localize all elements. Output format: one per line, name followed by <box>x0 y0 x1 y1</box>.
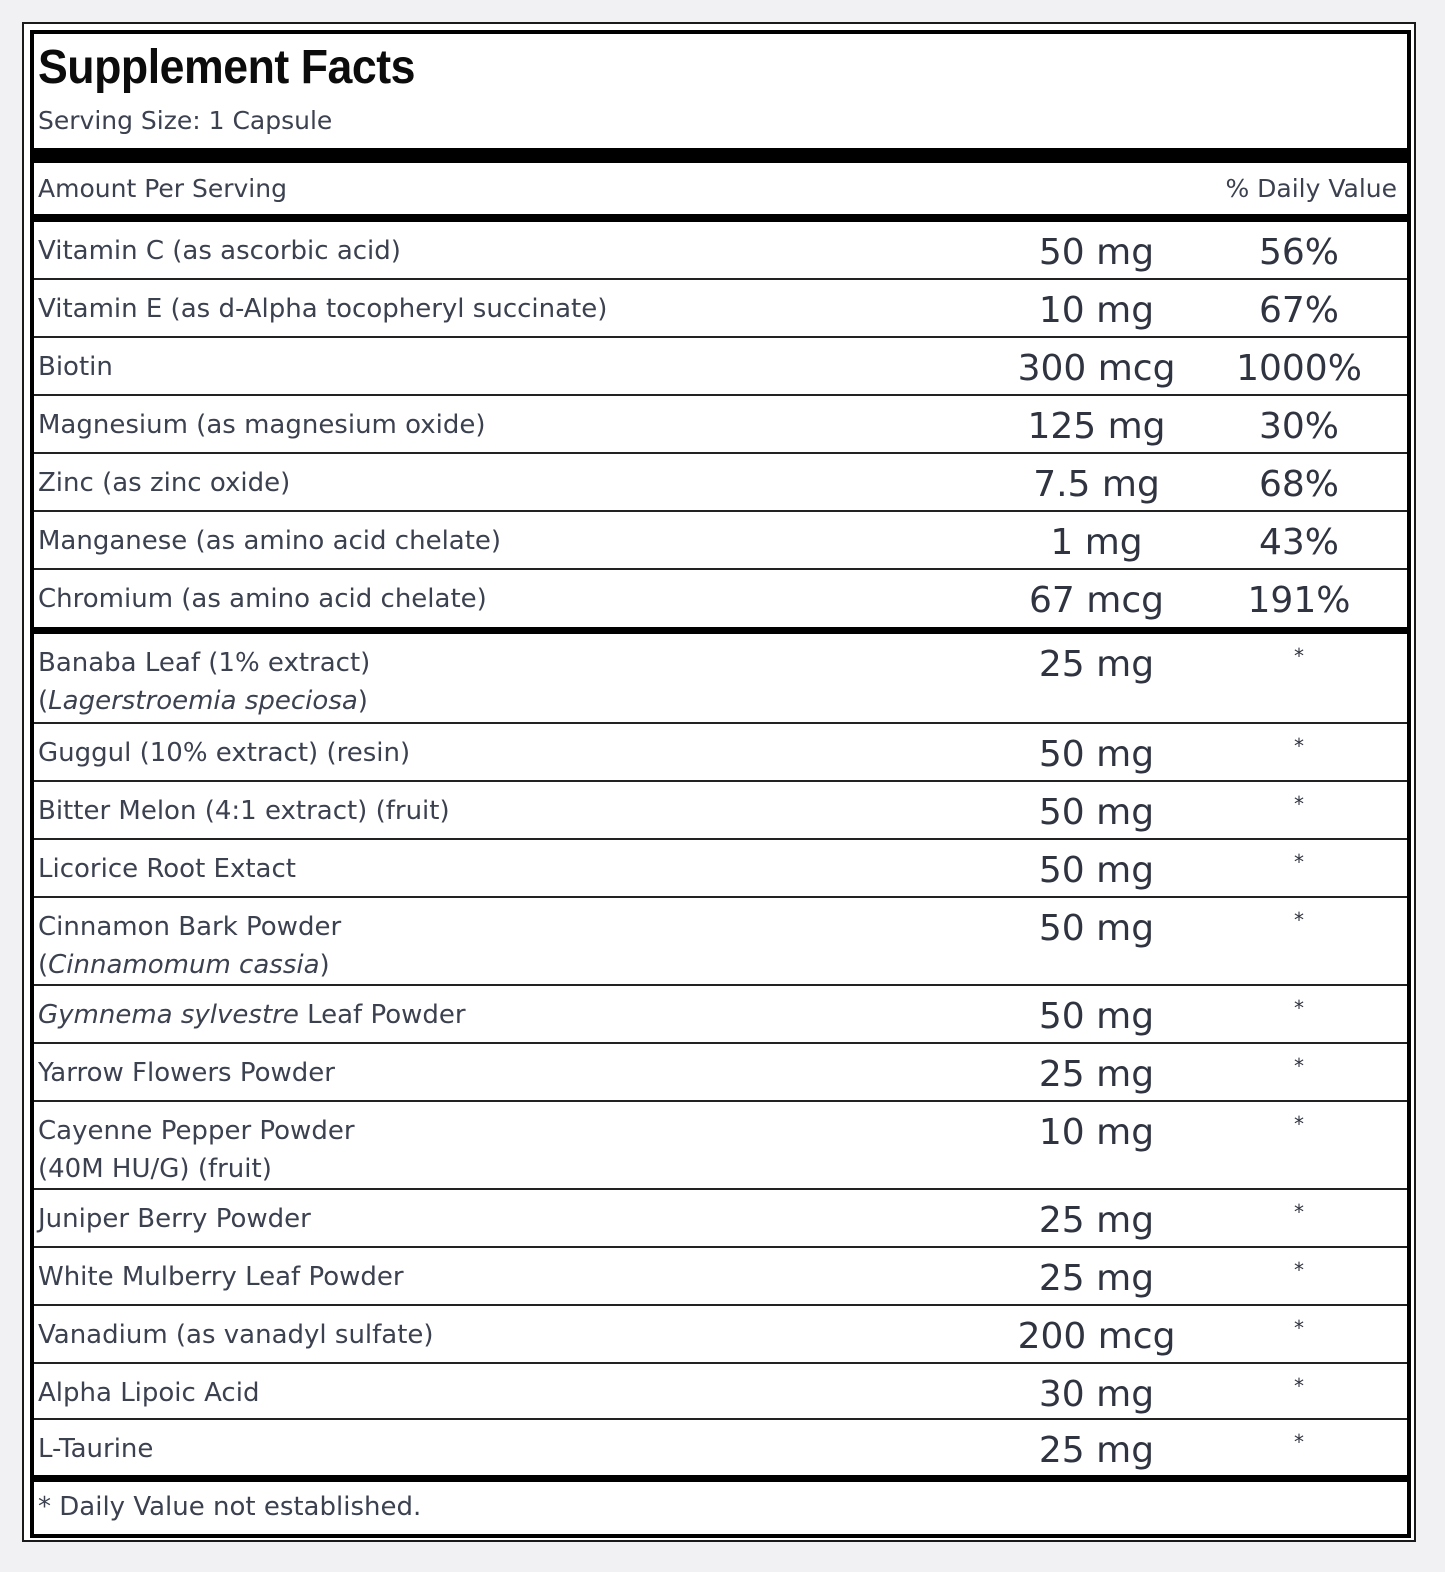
ingredient-name: Vanadium (as vanadyl sulfate) <box>38 1320 434 1350</box>
table-row <box>34 396 1407 454</box>
daily-value-asterisk: * <box>1294 1258 1304 1282</box>
nutrient-name: Magnesium (as magnesium oxide) <box>38 410 486 440</box>
ingredient-name: Alpha Lipoic Acid <box>38 1378 260 1408</box>
ingredient-amount: 25 mg <box>1038 1200 1155 1241</box>
daily-value-asterisk: * <box>1294 1316 1304 1340</box>
daily-value-asterisk: * <box>1294 908 1304 932</box>
ingredient-amount: 25 mg <box>1038 644 1155 685</box>
table-row <box>34 1102 1407 1190</box>
table-row <box>34 1306 1407 1364</box>
ingredient-name-line1: Cinnamon Bark Powder <box>38 912 342 942</box>
table-row <box>34 338 1407 396</box>
ingredient-name-line2: (40M HU/G) (fruit) <box>38 1154 272 1184</box>
daily-value-asterisk: * <box>1294 1112 1304 1136</box>
ingredient-amount: 25 mg <box>1038 1054 1155 1095</box>
ingredient-name-line2-post: ) <box>357 686 368 716</box>
footnote: * Daily Value not established. <box>38 1492 422 1522</box>
ingredient-amount: 25 mg <box>1038 1430 1155 1471</box>
nutrient-amount: 125 mg <box>1027 406 1166 447</box>
ingredient-name-line2-pre: ( <box>38 950 49 980</box>
table-row <box>34 898 1407 986</box>
botanical-species: Cinnamomum cassia <box>48 950 320 980</box>
ingredient-amount: 30 mg <box>1038 1374 1155 1415</box>
nutrient-amount: 10 mg <box>1038 290 1155 331</box>
ingredient-name: L-Taurine <box>38 1434 154 1464</box>
ingredient-name: White Mulberry Leaf Powder <box>38 1262 404 1292</box>
ingredient-name-rest: Leaf Powder <box>298 1000 466 1030</box>
ingredient-name: Licorice Root Extact <box>38 854 296 884</box>
nutrient-amount: 67 mcg <box>1029 580 1164 621</box>
daily-value-asterisk: * <box>1294 996 1304 1020</box>
ingredient-name-line2-pre: ( <box>38 686 49 716</box>
ingredient-name: Guggul (10% extract) (resin) <box>38 738 411 768</box>
table-row <box>34 782 1407 840</box>
table-row <box>34 1420 1407 1475</box>
page-title: Supplement Facts <box>38 41 416 94</box>
amount-per-serving-header: Amount Per Serving <box>38 174 287 203</box>
ingredient-name <box>38 908 341 984</box>
daily-value-asterisk: * <box>1294 1430 1304 1454</box>
ingredient-name: Juniper Berry Powder <box>38 1204 311 1234</box>
table-row <box>34 512 1407 570</box>
ingredient-amount: 50 mg <box>1038 850 1155 891</box>
table-row <box>34 1190 1407 1248</box>
botanical-species: Lagerstroemia speciosa <box>48 686 358 716</box>
daily-value: 68% <box>1258 464 1339 505</box>
ingredient-amount: 200 mcg <box>1017 1316 1176 1357</box>
nutrient-name: Manganese (as amino acid chelate) <box>38 526 502 556</box>
ingredient-name: Yarrow Flowers Powder <box>38 1058 335 1088</box>
daily-value-header: % Daily Value <box>1225 174 1397 203</box>
nutrient-name: Zinc (as zinc oxide) <box>38 468 291 498</box>
daily-value: 30% <box>1258 406 1339 447</box>
daily-value: 191% <box>1247 580 1351 621</box>
daily-value-asterisk: * <box>1294 644 1304 668</box>
ingredient-amount: 50 mg <box>1038 996 1155 1037</box>
nutrient-amount: 7.5 mg <box>1033 464 1160 505</box>
table-row <box>34 840 1407 898</box>
nutrient-name: Biotin <box>38 352 113 382</box>
ingredient-name <box>38 996 466 1034</box>
table-row <box>34 1248 1407 1306</box>
ingredient-amount: 50 mg <box>1038 792 1155 833</box>
botanical-species: Gymnema sylvestre <box>38 1000 299 1030</box>
daily-value: 56% <box>1258 232 1339 273</box>
ingredient-name: Bitter Melon (4:1 extract) (fruit) <box>38 796 450 826</box>
thick-divider <box>34 148 1407 163</box>
table-row <box>34 570 1407 627</box>
ingredient-name-line1: Cayenne Pepper Powder <box>38 1116 355 1146</box>
table-row <box>34 634 1407 724</box>
nutrient-name: Vitamin E (as d-Alpha tocopheryl succinate) <box>38 294 608 324</box>
ingredient-amount: 50 mg <box>1038 734 1155 775</box>
daily-value: 1000% <box>1236 348 1362 389</box>
footer-divider <box>34 1475 1407 1482</box>
ingredient-name <box>38 644 370 720</box>
table-row <box>34 986 1407 1044</box>
ingredient-amount: 10 mg <box>1038 1112 1155 1153</box>
nutrient-amount: 1 mg <box>1050 522 1143 563</box>
table-row <box>34 724 1407 782</box>
table-row <box>34 454 1407 512</box>
ingredient-amount: 50 mg <box>1038 908 1155 949</box>
ingredient-name <box>38 1112 355 1188</box>
nutrient-amount: 50 mg <box>1038 232 1155 273</box>
serving-size: Serving Size: 1 Capsule <box>38 106 333 135</box>
table-row <box>34 1364 1407 1420</box>
section-divider <box>34 627 1407 634</box>
daily-value-asterisk: * <box>1294 1054 1304 1078</box>
daily-value: 43% <box>1258 522 1339 563</box>
daily-value-asterisk: * <box>1294 792 1304 816</box>
daily-value-asterisk: * <box>1294 734 1304 758</box>
ingredient-name-line2-post: ) <box>319 950 330 980</box>
daily-value-asterisk: * <box>1294 1200 1304 1224</box>
nutrient-name: Chromium (as amino acid chelate) <box>38 584 487 614</box>
daily-value: 67% <box>1258 290 1339 331</box>
ingredient-amount: 25 mg <box>1038 1258 1155 1299</box>
header-divider <box>34 214 1407 222</box>
nutrient-name: Vitamin C (as ascorbic acid) <box>38 236 401 266</box>
ingredient-name-line1: Banaba Leaf (1% extract) <box>38 648 371 678</box>
nutrient-amount: 300 mcg <box>1017 348 1176 389</box>
daily-value-asterisk: * <box>1294 1374 1304 1398</box>
daily-value-asterisk: * <box>1294 850 1304 874</box>
table-row <box>34 280 1407 338</box>
table-row <box>34 222 1407 280</box>
table-row <box>34 1044 1407 1102</box>
